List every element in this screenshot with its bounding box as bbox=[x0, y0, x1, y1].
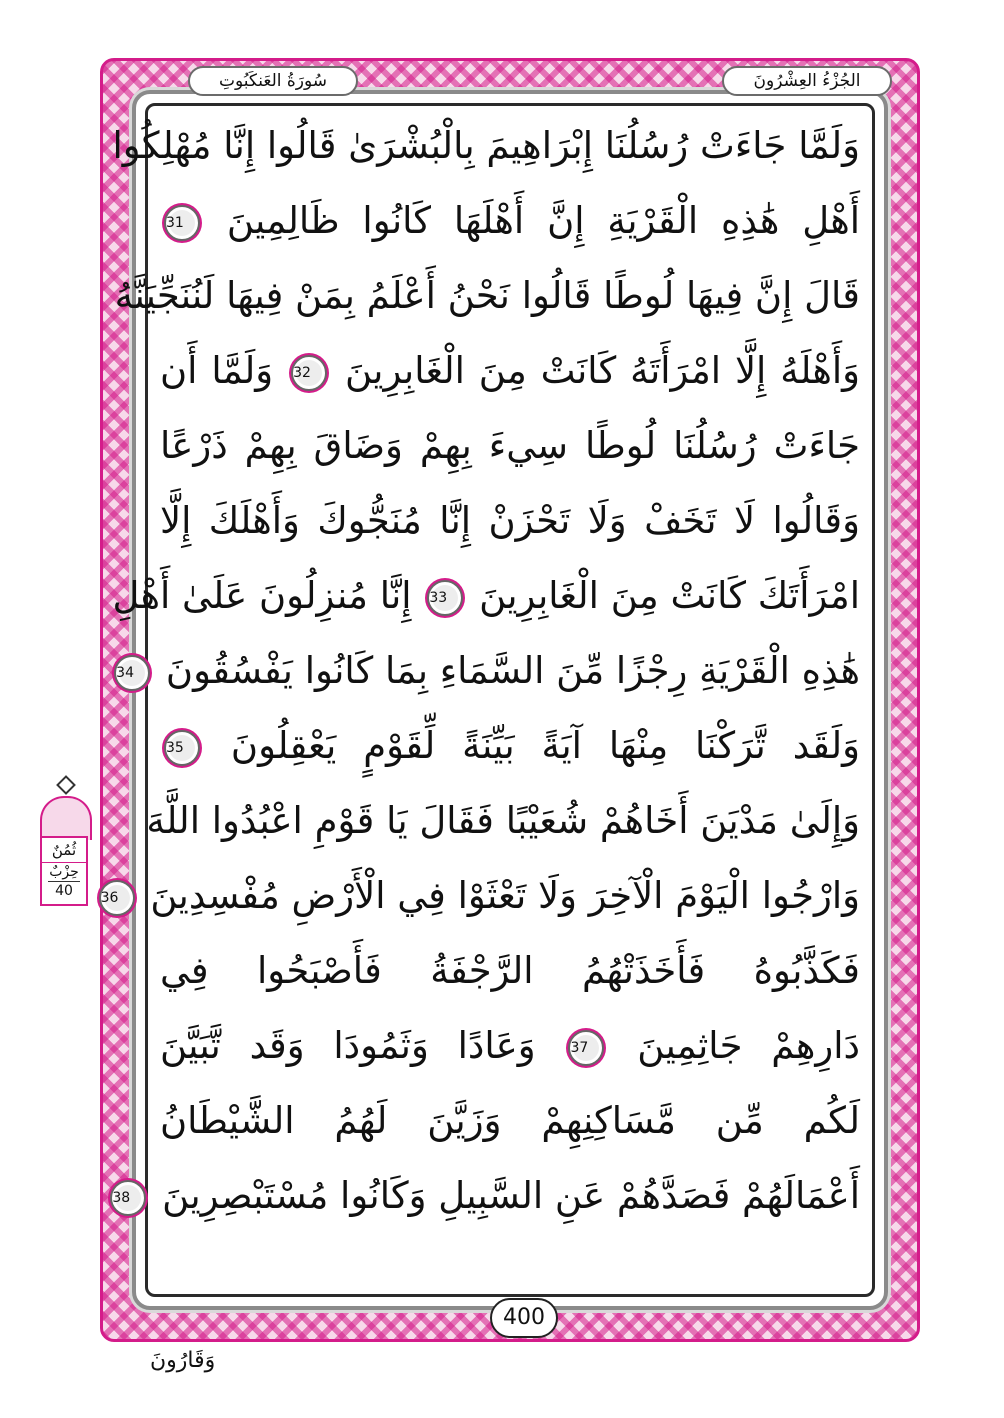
surah-label: سُورَةُ العَنكَبُوتِ bbox=[188, 66, 358, 96]
ayah-number-marker: 36 bbox=[99, 880, 135, 916]
text-line: وَأَهْلَهُ إِلَّا امْرَأَتَهُ كَانَتْ مِنَ الْغَابِرِينَ 32 وَلَمَّا أَن bbox=[160, 349, 860, 392]
text-line: وَلَمَّا جَاءَتْ رُسُلُنَا إِبْرَاهِيمَ بِالْبُشْرَىٰ قَالُوا إِنَّا مُهْلِكُوا bbox=[112, 124, 860, 167]
text-line: وَإِلَىٰ مَدْيَنَ أَخَاهُمْ شُعَيْبًا فَقَالَ يَا قَوْمِ اعْبُدُوا اللَّهَ bbox=[146, 799, 860, 842]
text-line: فَكَذَّبُوهُ فَأَخَذَتْهُمُ الرَّجْفَةُ فَأَصْبَحُوا فِي bbox=[160, 949, 860, 992]
text-line: وَارْجُوا الْيَوْمَ الْآخِرَ وَلَا تَعْثَوْا فِي الْأَرْضِ مُفْسِدِينَ 36 bbox=[100, 874, 860, 917]
juz-label: الجُزْءُ العِشْرُونَ bbox=[722, 66, 892, 96]
ayah-number-marker: 31 bbox=[164, 205, 200, 241]
ayah-number-marker: 38 bbox=[110, 1180, 146, 1216]
text-line: لَكُم مِّن مَّسَاكِنِهِمْ وَزَيَّنَ لَهُمُ الشَّيْطَانُ bbox=[160, 1099, 860, 1142]
ayah-number-marker: 37 bbox=[568, 1030, 604, 1066]
diamond-ornament-icon bbox=[56, 775, 76, 795]
hizb-number: 40 bbox=[48, 881, 80, 900]
ayah-number-marker: 33 bbox=[427, 580, 463, 616]
text-line: دَارِهِمْ جَاثِمِينَ 37 وَعَادًا وَثَمُودَا وَقَد تَّبَيَّنَ bbox=[160, 1024, 861, 1067]
text-line: أَهْلِ هَٰذِهِ الْقَرْيَةِ إِنَّ أَهْلَهَا كَانُوا ظَالِمِينَ 31 bbox=[166, 199, 861, 242]
text-line: جَاءَتْ رُسُلُنَا لُوطًا سِيءَ بِهِمْ وَضَاقَ بِهِمْ ذَرْعًا bbox=[160, 424, 860, 467]
text-line: هَٰذِهِ الْقَرْيَةِ رِجْزًا مِّنَ السَّمَاءِ بِمَا كَانُوا يَفْسُقُونَ 34 bbox=[116, 649, 860, 692]
text-line: امْرَأَتَكَ كَانَتْ مِنَ الْغَابِرِينَ 33 إِنَّا مُنزِلُونَ عَلَىٰ أَهْلِ bbox=[112, 574, 860, 617]
catchword: وَقَارُونَ bbox=[150, 1348, 216, 1373]
text-line: أَعْمَالَهُمْ فَصَدَّهُمْ عَنِ السَّبِيلِ وَكَانُوا مُسْتَبْصِرِينَ 38 bbox=[112, 1174, 860, 1217]
quran-text-area bbox=[100, 110, 861, 1290]
thumn-label: ثُمُنٌ bbox=[42, 838, 86, 863]
ayah-number-marker: 34 bbox=[114, 655, 150, 691]
arch-ornament-icon bbox=[40, 796, 92, 840]
hizb-label: حِزْبٌ bbox=[49, 864, 79, 880]
hizb-box bbox=[40, 836, 88, 906]
text-line: وَلَقَد تَّرَكْنَا مِنْهَا آيَةً بَيِّنَةً لِّقَوْمٍ يَعْقِلُونَ 35 bbox=[166, 724, 861, 767]
ayah-number-marker: 32 bbox=[291, 355, 327, 391]
text-line: قَالَ إِنَّ فِيهَا لُوطًا قَالُوا نَحْنُ أَعْلَمُ بِمَنْ فِيهَا لَنُنَجِّيَنَّهُ bbox=[114, 274, 860, 317]
ayah-number-marker: 35 bbox=[164, 730, 200, 766]
hizb-marker bbox=[34, 776, 94, 906]
page-number: 400 bbox=[490, 1298, 558, 1338]
text-line: وَقَالُوا لَا تَخَفْ وَلَا تَحْزَنْ إِنَّا مُنَجُّوكَ وَأَهْلَكَ إِلَّا bbox=[160, 499, 860, 542]
